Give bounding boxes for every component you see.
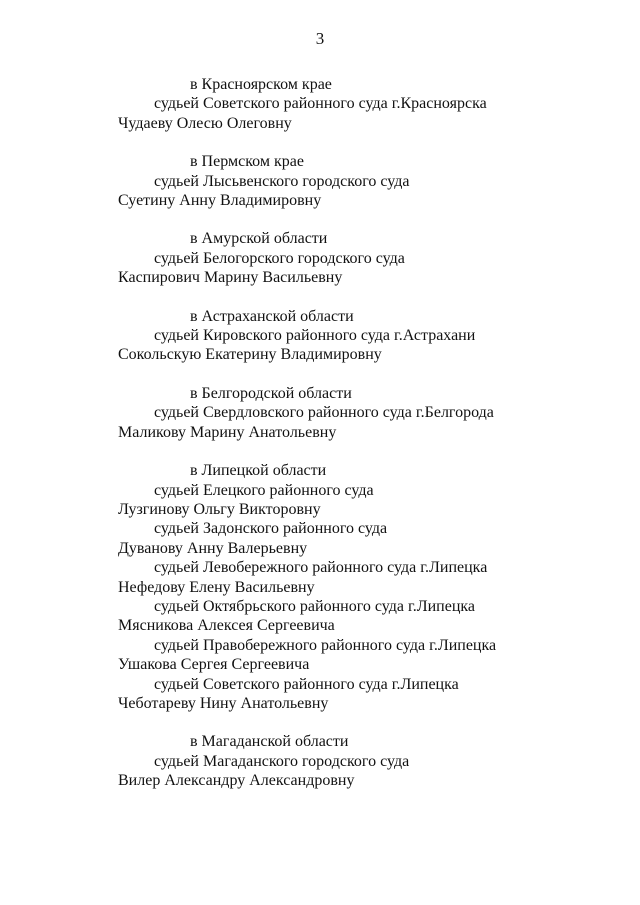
- court-position: судьей Левобережного районного суда г.Липецка: [154, 559, 488, 577]
- court-position: судьей Советского районного суда г.Красноярска: [154, 95, 487, 113]
- region-heading: в Амурской области: [190, 230, 328, 248]
- region-heading: в Магаданской области: [190, 733, 349, 751]
- appointee-name: Нефедову Елену Васильевну: [118, 578, 315, 596]
- appointee-name: Чудаеву Олесю Олеговну: [118, 114, 292, 132]
- page-number: 3: [315, 29, 325, 48]
- region-heading: в Липецкой области: [190, 462, 327, 480]
- section-amur-oblast: [118, 229, 618, 287]
- section-astrakhan-oblast: [118, 307, 618, 365]
- appointee-name: Вилер Александру Александровну: [118, 772, 355, 790]
- section-perm-krai: [118, 152, 618, 210]
- court-position: судьей Лысьвенского городского суда: [154, 172, 410, 190]
- court-position: судьей Магаданского городского суда: [154, 752, 410, 770]
- appointee-name: Суетину Анну Владимировну: [118, 192, 322, 210]
- region-heading: в Астраханской области: [190, 307, 354, 325]
- section-krasnoyarsk-krai: [118, 75, 618, 133]
- region-heading: в Красноярском крае: [190, 76, 332, 93]
- appointee-name: Маликову Марину Анатольевну: [118, 423, 337, 441]
- section-belgorod-oblast: [118, 384, 618, 442]
- appointee-name: Мясникова Алексея Сергеевича: [118, 617, 335, 635]
- appointee-name: Дуванову Анну Валерьевну: [118, 539, 308, 557]
- section-magadan-oblast: [118, 732, 618, 790]
- court-position: судьей Белогорского городского суда: [154, 249, 405, 267]
- appointee-name: Ушакова Сергея Сергеевича: [118, 656, 310, 674]
- court-position: судьей Кировского районного суда г.Астрахани: [154, 327, 476, 345]
- appointments-list: [118, 75, 618, 810]
- section-lipetsk-oblast: [118, 461, 618, 713]
- court-position: судьей Свердловского районного суда г.Белгорода: [154, 404, 494, 422]
- appointee-name: Каспирович Марину Васильевну: [118, 269, 343, 287]
- court-position: судьей Задонского районного суда: [154, 520, 388, 538]
- appointee-name: Сокольскую Екатерину Владимировну: [118, 346, 382, 364]
- region-heading: в Белгородской области: [190, 384, 352, 402]
- appointee-name: Лузгинову Ольгу Викторовну: [118, 500, 321, 518]
- appointee-name: Чеботареву Нину Анатольевну: [118, 694, 329, 712]
- region-heading: в Пермском крае: [190, 153, 304, 171]
- court-position: судьей Советского районного суда г.Липецка: [154, 675, 459, 693]
- court-position: судьей Правобережного районного суда г.Липецка: [154, 636, 497, 654]
- court-position: судьей Октябрьского районного суда г.Липецка: [154, 597, 476, 615]
- court-position: судьей Елецкого районного суда: [154, 481, 374, 499]
